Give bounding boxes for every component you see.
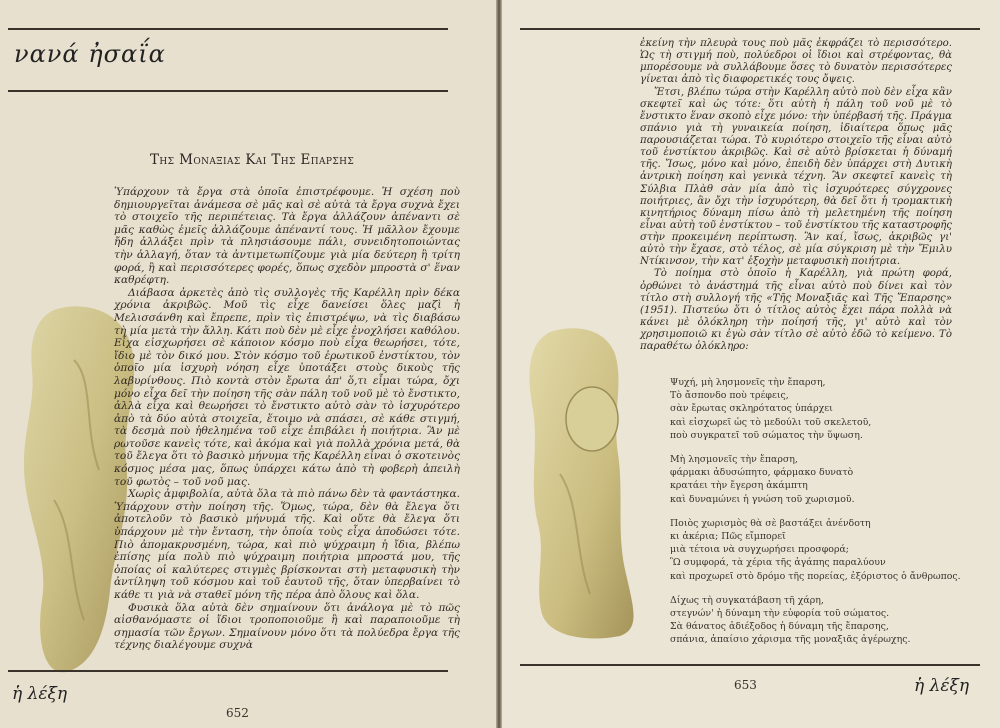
left-body-text xyxy=(114,186,460,652)
poem-line: σὰν ἔρωτας σκληρότατος ὑπάρχει xyxy=(670,403,833,415)
poem-line: φάρμακι ἀδυσώπητο, φάρμακο δυνατὸ xyxy=(670,467,854,479)
paragraph: Ὑπάρχουν τὰ ἔργα στὰ ὁποῖα ἐπιστρέφουμε. Ἡ σχέση ποὺ δημιουργεῖται ἀνάμεσα σὲ μᾶς καὶ σὲ αὐτὰ τὰ ἔργα συχνὰ ἔχει τὸ στοιχεῖο τῆς περιπέτειας. Τὰ ἔργα ἀλλάζουν ἀπέναντι σὲ μᾶς καθὼς ἐμεῖς ἀλλάζουμε ἀπέναντί τους. Ἡ μᾶλλον ἔχουμε ἤδη ἀλλάξει πρὶν τὰ πλησιάσουμε πάλι, συνειδητοποιώντας τὴν ἀλλαγή, ὅταν τὰ ἀντιμετωπίζουμε γιὰ μία δεύτερη ἢ τρίτη φορά, ἢ καὶ περισσότερες φορές, ὅπως σχεδὸν μπροστὰ σ' ἕναν καθρέφτη. xyxy=(114,186,460,287)
poem-stanza xyxy=(670,453,970,506)
poem-line: καὶ εἰσχωρεῖ ὡς τὸ μεδούλι τοῦ σκελετοῦ, xyxy=(670,416,872,428)
magazine-logo: ἡ λέξη xyxy=(914,676,970,696)
paragraph: Χωρὶς ἀμφιβολία, αὐτὰ ὅλα τὰ πιὸ πάνω δὲν τὰ φαντάστηκα. Ὑπάρχουν στὴν ποίηση τῆς. Ὅμως, τώρα, δὲν θὰ ἔλεγα ὅτι ἀποτελοῦν τὸ βασικὸ μήνυμά τῆς. Καὶ οὔτε θὰ ἔλεγα ὅτι ὑπάρχουν μὲ τὴν ἔνταση, τὴν ὁποία τοὺς εἶχα ἀποδώσει τότε. Πιὸ ἀπομακρυσμένη, τώρα, καὶ πιὸ ψύχραιμη ἡ ἴδια, βλέπω ἐπίσης μία πολὺ πιὸ ψύχραιμη ποιήτρια μπροστά μου, τῆς ὁποίας οἱ καλύτερες στιγμὲς βρίσκονται στὴ μεταφυσικὴ τὴν ἀντίληψη τοῦ κόσμου καὶ τοῦ ἑαυτοῦ τῆς, ὅταν ὑπερβαίνει τὸ κάθε τι γιὰ νὰ σταθεῖ μόνη τῆς πέρα ἀπὸ ὅλους καὶ ὅλα. xyxy=(114,488,460,601)
poem-line: καὶ δυναμώνει ἡ γνώση τοῦ χωρισμοῦ. xyxy=(670,493,855,505)
poem-line: Τὸ ἄσπονδο ποὺ τρέφεις, xyxy=(670,390,789,402)
header-rule-top xyxy=(8,28,448,30)
right-body-text xyxy=(640,38,952,353)
poem-line: Ὢ συμφορά, τὰ χέρια τῆς ἀγάπης παραλύουν xyxy=(670,557,886,569)
footer-rule xyxy=(520,664,980,666)
magazine-logo: ἡ λέξη xyxy=(12,684,68,704)
essay-title: Της Μοναξιας Και Της Επαρσης xyxy=(150,152,355,168)
poem-line: Μὴ λησμονεῖς τὴν ἔπαρση, xyxy=(670,454,798,466)
footer-rule xyxy=(8,670,448,672)
page-number: 652 xyxy=(226,706,249,720)
poem-line: κι ἀκέρια; Πῶς εἴμπορεῖ xyxy=(670,531,786,543)
poem-stanza xyxy=(670,594,970,647)
paragraph: Φυσικὰ ὅλα αὐτὰ δὲν σημαίνουν ὅτι ἀνάλογα μὲ τὸ πῶς αἰσθανόμαστε οἱ ἴδιοι τροποποιοῦμε ἢ καὶ παραποιοῦμε τὴ σημασία τῶν ἔργων. Σημαίνουν μόνο ὅτι τὰ πολύεδρα ἔργα τῆς τέχνης διαλέγουμε συχνὰ xyxy=(114,601,460,652)
poem-line: Ποιὸς χωρισμὸς θὰ σὲ βαστάξει ἀνένδοτη xyxy=(670,517,871,529)
poem-line: Δίχως τὴ συγκατάβαση τῆ χάρη, xyxy=(670,594,824,606)
poem-line: κρατάει τὴν ἔγερση ἀκάμπτη xyxy=(670,480,808,492)
poem-line: Ψυχή, μὴ λησμονεῖς τὴν ἔπαρση, xyxy=(670,377,826,388)
sculpture-image-right xyxy=(520,324,650,644)
page-number: 653 xyxy=(734,678,757,692)
poem-stanza xyxy=(670,517,970,583)
paragraph: ἐκείνη τὴν πλευρὰ τους ποὺ μᾶς ἐκφράζει τὸ περισσότερο. Ὡς τὴ στιγμή ποὺ, πολύεδροι οἱ ἴδιοι καὶ στρέφοντας, θὰ μπορέσουμε νὰ συλλάβουμε ὅσες τὸ δυνατὸν περισσότερες γίνεται ἀπὸ τὶς διαφορετικές τους ὄψεις. xyxy=(640,38,952,86)
poem-line: στεγνών' ἡ δύναμη τὴν εὐφορία τοῦ σώματος. xyxy=(670,608,890,620)
paragraph: Τὸ ποίημα στὸ ὁποῖο ἡ Καρέλλη, γιὰ πρώτη φορά, ὀρθώνει τὸ ἀνάστημά τῆς εἶναι αὐτὸ ποὺ δίνει καὶ τὸν τίτλο στὴ συλλογή τῆς «Τῆς Μοναξιᾶς καὶ Τῆς Ἔπαρσης» (1951). Πιστεύω ὅτι ὁ τίτλος αὐτὸς ἔχει πάρα πολλὰ νὰ κάνει μὲ ὁλόκληρη τὴν ποίησή τῆς, γι' αὐτὸ καὶ τὸν χρησιμοποιῶ κι ἐγὼ σὰν τίτλο σὲ αὐτὸ ἐδῶ τὸ κείμενο. Τὸ παραθέτω ὁλόκληρο: xyxy=(640,268,952,353)
paragraph: Διάβασα ἀρκετὲς ἀπὸ τὶς συλλογὲς τῆς Καρέλλη πρὶν δέκα χρόνια ἀκριβῶς. Μοῦ τὶς εἶχε δανείσει ὅλες μαζὶ ἡ Μελισσάνθη καὶ ἔπρεπε, πρὶν τὶς ἐπιστρέψω, νὰ τὶς διαβάσω τὴ μία μετὰ τὴν ἄλλη. Κάτι ποὺ δὲν μὲ εἶχε ἐνοχλήσει καθόλου. Εἶχα εἰσχωρήσει σὲ κάποιον κόσμο ποὺ εἶχα θεωρήσει, τότε, ἴδιο μὲ τὸν δικό μου. Στὸν κόσμο τοῦ ἐρωτικοῦ ἐνστίκτου, τὸν ὁποῖο μία ἰσχυρὴ νόηση εἶχε ὑποτάξει στοὺς δικοὺς τῆς λαβυρίνθους. Πιὸ κοντὰ στὸν ἔρωτα ἀπ' ὅ,τι εἶμαι τώρα, ὄχι μόνο εἶχα δεῖ τὴν ποίηση τῆς σὰν πάλη τοῦ νοῦ μὲ τὸ ἔνστικτο, ἀλλὰ εἶχα καὶ θεωρήσει τὸ ἔνστικτο αὐτὸ σὰν τὸ ἰσχυρότερο ἀπὸ τὰ δύο αὐτὰ στοιχεῖα, ἕτοιμο νὰ σπάσει, σὲ κάθε στιγμή, τὰ δεσμὰ ποὺ ἠθελημένα τοῦ εἶχε ἐπιβάλει ἡ ποιήτρια. Ἂν μὲ ρωτοῦσε κανεὶς τότε, καὶ ἀκόμα καὶ γιὰ πολλὰ χρόνια μετά, θὰ τοῦ ἔλεγα ὅτι τὸ βασικὸ μήνυμα τῆς Καρέλλη εἶναι ὁ σκοτεινὸς κόσμος μέσα μας, ὅπως ὑπάρχει κάτω ἀπὸ τὴ φοβερὴ ἀπειλὴ τοῦ φωτὸς – τοῦ νοῦ μας. xyxy=(114,286,460,488)
header-rule-bottom xyxy=(8,90,448,92)
poem-line: σπάνια, ἀπαίσιο χάρισμα τῆς μοναξιᾶς ἀγέρωχης. xyxy=(670,634,911,646)
poem-line: καὶ προχωρεῖ στὸ δρόμο τῆς πορείας, ἐξόριστος ὁ ἄνθρωπος. xyxy=(670,570,961,582)
header-rule-top xyxy=(520,28,980,30)
poem xyxy=(670,376,970,658)
poem-line: Σὰ θάνατος ἀδιέξοδος ἡ δύναμη τῆς ἔπαρσης, xyxy=(670,621,889,633)
poem-line: ποὺ συγκρατεῖ τοῦ σώματος τὴν ὕψωση. xyxy=(670,429,863,441)
left-page xyxy=(0,0,496,728)
poem-stanza xyxy=(670,376,970,442)
section-header: νανά ἠσαΐα xyxy=(14,40,166,68)
paragraph: Ἔτσι, βλέπω τώρα στὴν Καρέλλη αὐτὸ ποὺ δὲν εἶχα κἂν σκεφτεῖ καὶ ὡς τότε: ὅτι αὐτὴ ἡ πάλη τοῦ νοῦ μὲ τὸ ἔνστικτο ἕναν σκοπὸ εἶχε μόνο: τὴν ὑπέρβασή τῆς. Πράγμα σπάνιο γιὰ τὴ γυναικεία ποίηση, ἰδιαίτερα ὅπως μᾶς παρουσιάζεται τώρα. Τὸ κυριότερο στοιχεῖο τῆς εἶναι αὐτὸ τοῦ ἐνστίκτου ἀκριβῶς. Καὶ σὲ αὐτὸ βρίσκεται ἡ δύναμή τῆς. Ἴσως, μόνο καὶ μόνο, ἐπειδὴ δὲν ὑπάρχει στὴ Δυτικὴ ἀντρικὴ ποίηση καὶ γενικὰ τέχνη. Ἂν σκεφτεῖ κανεὶς τὴ Σύλβια Πλὰθ σὰν μία ἀπὸ τὶς ἰσχυρότερες σύγχρονες ποιήτριες, ἂν ὄχι τὴν ἰσχυρότερη, θὰ δεῖ ὅτι ἡ τρομακτικὴ κινητήριος δύναμη πίσω ἀπὸ τὴ μελετημένη τῆς ποίηση εἶναι αὐτὴ τοῦ ἐνστίκτου – τοῦ ἐνστίκτου τῆς καταστροφῆς στὴν προκειμένη περίπτωση. Ἂν καί, ἴσως, ἀκριβῶς γι' αὐτὸ τὴν ἔχασε, στὸ τέλος, σὲ μία σύγκριση μὲ τὴν Ἔμιλυ Ντίκινσον, τὴν κατ' ἐξοχὴν μεταφυσικὴ ποιήτρια. xyxy=(640,86,952,268)
right-page xyxy=(502,0,1000,728)
poem-line: μιὰ τέτοια νὰ συγχωρήσει προσφορά; xyxy=(670,544,849,556)
